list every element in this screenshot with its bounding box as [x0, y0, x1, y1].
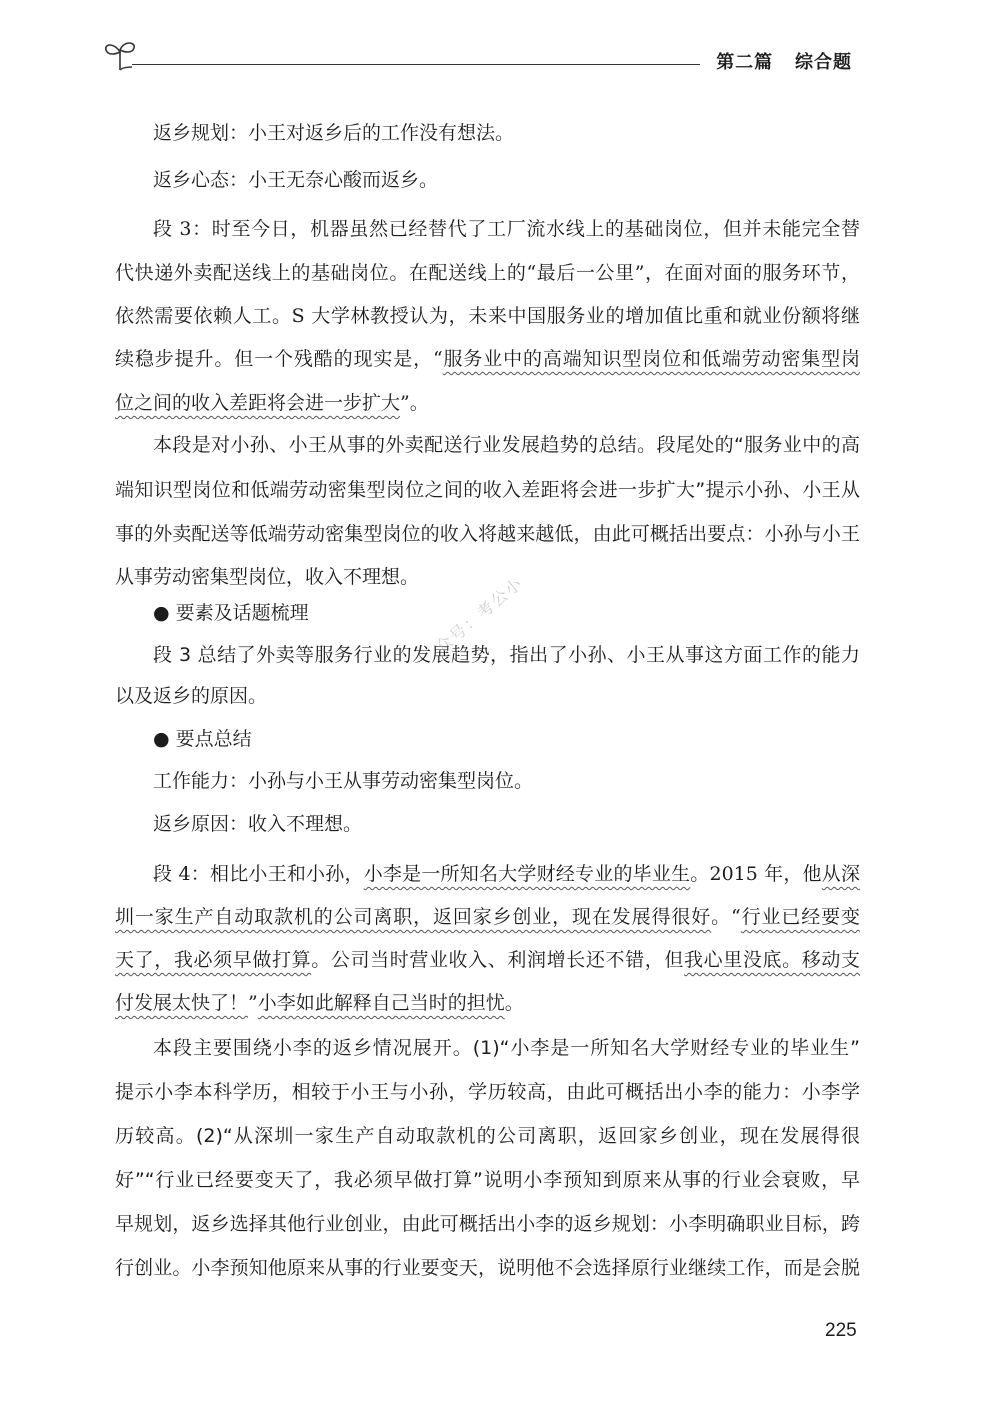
text-segment: 段 4：相比小王和小孙， [153, 863, 364, 885]
wavy-underlined-text: 付发展太快了！ [115, 992, 249, 1014]
wavy-underlined-text: 我心里没底。移动支 [684, 949, 860, 971]
bullet-heading: ● 要点总结 [153, 728, 252, 750]
header-chapter-title: 综合题 [795, 52, 852, 73]
wavy-underlined-text: 行业已经要变 [740, 906, 860, 928]
text-segment: 。公司当时营业收入、利润增长还不错，但 [311, 949, 685, 971]
material-line: 段 3：时至今日，机器虽然已经替代了工厂流水线上的基础岗位，但并未能完全替 [153, 218, 860, 240]
wavy-underlined-text: 服务业中的高端知识型岗位和低端劳动密集型岗 [442, 348, 860, 370]
summary-line: 以及返乡的原因。 [115, 685, 268, 707]
analysis-line: 提示小李本科学历，相较于小王与小孙，学历较高，由此可概括出小李的能力：小李学 [115, 1081, 860, 1103]
page-header [96, 38, 860, 78]
text-segment: 续稳步提升。但一个残酷的现实是，“ [115, 348, 443, 370]
material-line [115, 943, 860, 977]
material-line [115, 857, 860, 891]
wavy-underlined-text: 圳一家生产自动取款机的公司离职，返回家乡创业，现在发展得很好 [115, 906, 712, 928]
wavy-underlined-text: 小李如此解释自己当时的担忧 [257, 992, 505, 1014]
sprout-icon [102, 38, 138, 72]
analysis-line: 端知识型岗位和低端劳动密集型岗位之间的收入差距将会进一步扩大”提示小孙、小王从 [115, 479, 860, 501]
wavy-underlined-text: 从深 [821, 863, 860, 885]
text-segment: 。2015 年，他 [690, 863, 822, 885]
wavy-underlined-text: 位之间的收入差距将会进一步扩大 [115, 392, 401, 414]
header-rule [132, 64, 700, 65]
analysis-line: 行创业。小李预知他原来从事的行业要变天，说明他不会选择原行业继续工作，而是会脱 [115, 1257, 860, 1279]
material-line: 代快递外卖配送线上的基础岗位。在配送线上的“最后一公里”，在面对面的服务环节， [115, 262, 860, 284]
analysis-line: 历较高。(2)“从深圳一家生产自动取款机的公司离职，返回家乡创业，现在发展得很 [115, 1125, 860, 1147]
wavy-underlined-text: 小李是一所知名大学财经专业的毕业生 [363, 863, 691, 885]
material-line [115, 386, 860, 420]
page-number: 225 [825, 1320, 857, 1341]
key-point-line: 返乡原因：收入不理想。 [153, 813, 363, 835]
material-line: 依然需要依赖人工。S 大学林教授认为，未来中国服务业的增加值比重和就业份额将继 [115, 305, 860, 327]
body-line: 返乡心态：小王无奈心酸而返乡。 [153, 169, 439, 191]
analysis-line: 本段主要围绕小李的返乡情况展开。(1)“小李是一所知名大学财经专业的毕业生” [153, 1037, 860, 1059]
summary-line: 段 3 总结了外卖等服务行业的发展趋势，指出了小孙、小王从事这方面工作的能力 [153, 644, 860, 666]
header-section: 第二篇 [716, 52, 774, 73]
text-segment: ”。 [400, 392, 429, 414]
material-line [115, 342, 860, 376]
body-line: 返乡规划：小王对返乡后的工作没有想法。 [153, 122, 515, 144]
key-point-line: 工作能力：小孙与小王从事劳动密集型岗位。 [153, 770, 534, 792]
watermark-text: 众号：考公小 [431, 572, 527, 657]
wavy-underlined-text: 天了，我必须早做打算 [115, 949, 312, 971]
header-title [716, 48, 852, 74]
bullet-heading: ● 要素及话题梳理 [153, 602, 309, 624]
analysis-line: 本段是对小孙、小王从事的外卖配送行业发展趋势的总结。段尾处的“服务业中的高 [153, 434, 860, 456]
text-segment: 。 [504, 992, 524, 1014]
analysis-line: 从事劳动密集型岗位，收入不理想。 [115, 566, 420, 588]
analysis-line: 早规划，返乡选择其他行业创业，由此可概括出小李的返乡规划：小李明确职业目标，跨 [115, 1213, 860, 1235]
text-segment: ” [248, 992, 258, 1014]
analysis-line: 好”“行业已经要变天了，我必须早做打算”说明小李预知到原来从事的行业会衰败，早 [115, 1169, 860, 1191]
text-segment: 。“ [711, 906, 741, 928]
analysis-line: 事的外卖配送等低端劳动密集型岗位的收入将越来越低，由此可概括出要点：小孙与小王 [115, 523, 860, 545]
material-line [115, 900, 860, 934]
material-line [115, 986, 860, 1020]
